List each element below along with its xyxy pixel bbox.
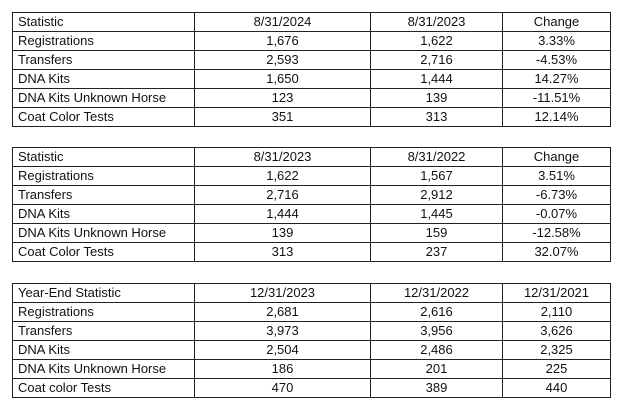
table-cell: 1,444 — [371, 70, 503, 89]
header-cell: 8/31/2023 — [195, 148, 371, 167]
row-label: Transfers — [13, 51, 195, 70]
table-cell: -11.51% — [503, 89, 611, 108]
stats-table-2024-vs-2023 — [12, 12, 611, 127]
table-cell: 3.33% — [503, 32, 611, 51]
table-row — [13, 89, 611, 108]
table-row — [13, 243, 611, 262]
table-row — [13, 167, 611, 186]
table-cell: 1,622 — [195, 167, 371, 186]
header-cell: 12/31/2023 — [195, 284, 371, 303]
row-label: Coat color Tests — [13, 379, 195, 398]
table-row — [13, 322, 611, 341]
table-cell: 3,973 — [195, 322, 371, 341]
table-cell: 2,593 — [195, 51, 371, 70]
header-cell: 12/31/2021 — [503, 284, 611, 303]
table-cell: 2,716 — [195, 186, 371, 205]
table-row — [13, 303, 611, 322]
table-row — [13, 51, 611, 70]
table-header-row — [13, 148, 611, 167]
row-label: Registrations — [13, 32, 195, 51]
header-cell: 8/31/2023 — [371, 13, 503, 32]
table-cell: 351 — [195, 108, 371, 127]
table-row — [13, 186, 611, 205]
table-cell: 32.07% — [503, 243, 611, 262]
header-cell: Year-End Statistic — [13, 284, 195, 303]
table-cell: -0.07% — [503, 205, 611, 224]
row-label: Coat Color Tests — [13, 243, 195, 262]
table-header-row — [13, 13, 611, 32]
table-cell: -12.58% — [503, 224, 611, 243]
row-label: Transfers — [13, 186, 195, 205]
table-cell: 313 — [371, 108, 503, 127]
table-cell: 470 — [195, 379, 371, 398]
table-cell: 3,956 — [371, 322, 503, 341]
table-cell: 2,681 — [195, 303, 371, 322]
table-header-row — [13, 284, 611, 303]
table-cell: 3.51% — [503, 167, 611, 186]
row-label: DNA Kits — [13, 341, 195, 360]
row-label: DNA Kits Unknown Horse — [13, 89, 195, 108]
stats-table-year-end — [12, 283, 611, 398]
header-cell: 8/31/2022 — [371, 148, 503, 167]
table-cell: 1,622 — [371, 32, 503, 51]
table-cell: -6.73% — [503, 186, 611, 205]
table-cell: 2,325 — [503, 341, 611, 360]
table-cell: 2,110 — [503, 303, 611, 322]
row-label: Coat Color Tests — [13, 108, 195, 127]
table-cell: -4.53% — [503, 51, 611, 70]
header-cell: Change — [503, 13, 611, 32]
row-label: DNA Kits Unknown Horse — [13, 360, 195, 379]
table-cell: 1,676 — [195, 32, 371, 51]
table-cell: 139 — [195, 224, 371, 243]
header-cell: Statistic — [13, 13, 195, 32]
table-cell: 3,626 — [503, 322, 611, 341]
table-cell: 2,616 — [371, 303, 503, 322]
table-cell: 201 — [371, 360, 503, 379]
table-row — [13, 32, 611, 51]
header-cell: 8/31/2024 — [195, 13, 371, 32]
row-label: Registrations — [13, 167, 195, 186]
table-cell: 2,716 — [371, 51, 503, 70]
stats-table-2023-vs-2022 — [12, 147, 611, 262]
table-cell: 1,650 — [195, 70, 371, 89]
table-cell: 1,445 — [371, 205, 503, 224]
table-cell: 2,486 — [371, 341, 503, 360]
table-cell: 159 — [371, 224, 503, 243]
table-cell: 313 — [195, 243, 371, 262]
row-label: DNA Kits — [13, 205, 195, 224]
table-cell: 14.27% — [503, 70, 611, 89]
table-cell: 12.14% — [503, 108, 611, 127]
table-cell: 139 — [371, 89, 503, 108]
table-cell: 1,444 — [195, 205, 371, 224]
table-cell: 2,912 — [371, 186, 503, 205]
table-row — [13, 108, 611, 127]
table-row — [13, 379, 611, 398]
header-cell: Change — [503, 148, 611, 167]
table-cell: 237 — [371, 243, 503, 262]
table-row — [13, 70, 611, 89]
table-cell: 186 — [195, 360, 371, 379]
table-cell: 123 — [195, 89, 371, 108]
table-cell: 389 — [371, 379, 503, 398]
table-row — [13, 224, 611, 243]
row-label: Registrations — [13, 303, 195, 322]
row-label: Transfers — [13, 322, 195, 341]
table-row — [13, 205, 611, 224]
table-cell: 1,567 — [371, 167, 503, 186]
table-cell: 440 — [503, 379, 611, 398]
header-cell: Statistic — [13, 148, 195, 167]
row-label: DNA Kits Unknown Horse — [13, 224, 195, 243]
header-cell: 12/31/2022 — [371, 284, 503, 303]
table-row — [13, 360, 611, 379]
table-cell: 225 — [503, 360, 611, 379]
row-label: DNA Kits — [13, 70, 195, 89]
table-row — [13, 341, 611, 360]
table-cell: 2,504 — [195, 341, 371, 360]
